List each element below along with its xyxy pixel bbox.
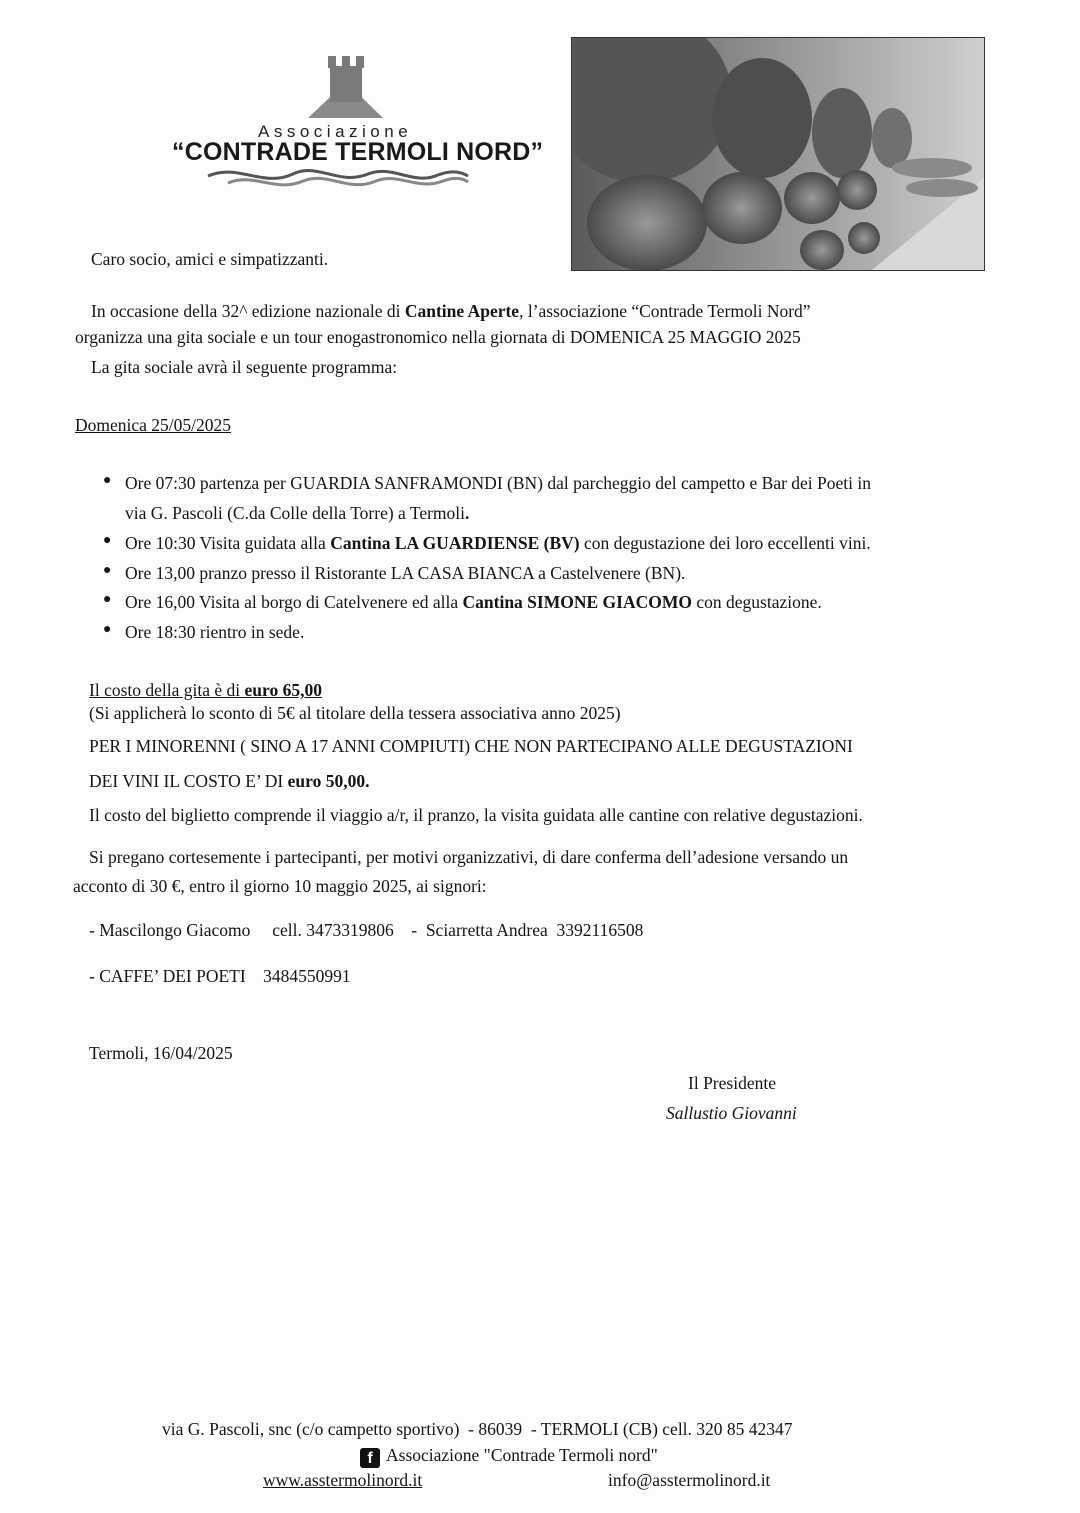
intro-line-2: organizza una gita sociale e un tour enogastronomico nella giornata di DOMENICA 25 MAGGIO 2025: [75, 327, 801, 347]
program-item-5: ● Ore 18:30 rientro in sede.: [103, 622, 305, 642]
contact-line-2: - CAFFE’ DEI POETI 3484550991: [89, 966, 351, 986]
minors-note: PER I MINORENNI ( SINO A 17 ANNI COMPIUTI) CHE NON PARTECIPANO ALLE DEGUSTAZIONI: [89, 736, 853, 756]
intro-line-1: In occasione della 32^ edizione nazionale di Cantine Aperte, l’associazione “Contrade Termoli Nord”: [91, 301, 811, 321]
greeting: Caro socio, amici e simpatizzanti.: [91, 249, 329, 269]
ticket-includes: Il costo del biglietto comprende il viaggio a/r, il pranzo, la visita guidata alle cantine con relative degustazioni.: [89, 805, 863, 825]
contact-line-1: - Mascilongo Giacomo cell. 3473319806 - Sciarretta Andrea 3392116508: [89, 920, 644, 940]
signature-name: Sallustio Giovanni: [666, 1103, 797, 1123]
program-item-2: ● Ore 10:30 Visita guidata alla Cantina LA GUARDIENSE (BV) con degustazione dei loro eccellenti vini.: [103, 533, 871, 553]
program-item-3: ● Ore 13,00 pranzo presso il Ristorante LA CASA BIANCA a Castelvenere (BN).: [103, 563, 686, 583]
bullet-icon: ●: [103, 563, 112, 578]
logo-subtitle: Associazione: [258, 122, 413, 141]
program-item-4: ● Ore 16,00 Visita al borgo di Catelvenere ed alla Cantina SIMONE GIACOMO con degustazione.: [103, 592, 822, 612]
date-heading: Domenica 25/05/2025: [75, 415, 232, 435]
confirm-line-2: acconto di 30 €, entro il giorno 10 maggio 2025, ai signori:: [73, 876, 487, 896]
intro-line-3: La gita sociale avrà il seguente programma:: [91, 357, 398, 377]
signature-title: Il Presidente: [688, 1073, 776, 1093]
footer-address: via G. Pascoli, snc (c/o campetto sportivo) - 86039 - TERMOLI (CB) cell. 320 85 42347: [162, 1419, 793, 1439]
cost-line: Il costo della gita è di euro 65,00: [89, 680, 322, 700]
logo-title: “CONTRADE TERMOLI NORD”: [172, 138, 544, 166]
bullet-icon: ●: [103, 473, 112, 488]
confirm-line-1: Si pregano cortesemente i partecipanti, per motivi organizzativi, di dare conferma dell’adesione versando un: [89, 847, 849, 867]
program-item-1: ● Ore 07:30 partenza per GUARDIA SANFRAMONDI (BN) dal parcheggio del campetto e Bar dei Poeti in: [103, 473, 872, 493]
bullet-icon: ●: [103, 533, 112, 548]
bullet-icon: ●: [103, 622, 112, 637]
discount-note: (Si applicherà lo sconto di 5€ al titolare della tessera associativa anno 2025): [89, 703, 621, 723]
program-item-1-cont: via G. Pascoli (C.da Colle della Torre) a Termoli.: [125, 503, 470, 523]
footer-email[interactable]: info@asstermolinord.it: [608, 1470, 771, 1490]
minors-cost: DEI VINI IL COSTO E’ DI euro 50,00.: [89, 771, 370, 791]
place-date: Termoli, 16/04/2025: [89, 1043, 233, 1063]
wine-cellar-photo: [571, 37, 985, 271]
facebook-icon: f: [360, 1448, 380, 1468]
bullet-icon: ●: [103, 592, 112, 607]
footer-website-link[interactable]: www.asstermolinord.it: [263, 1470, 423, 1490]
footer-facebook[interactable]: f Associazione "Contrade Termoli nord": [360, 1445, 658, 1468]
